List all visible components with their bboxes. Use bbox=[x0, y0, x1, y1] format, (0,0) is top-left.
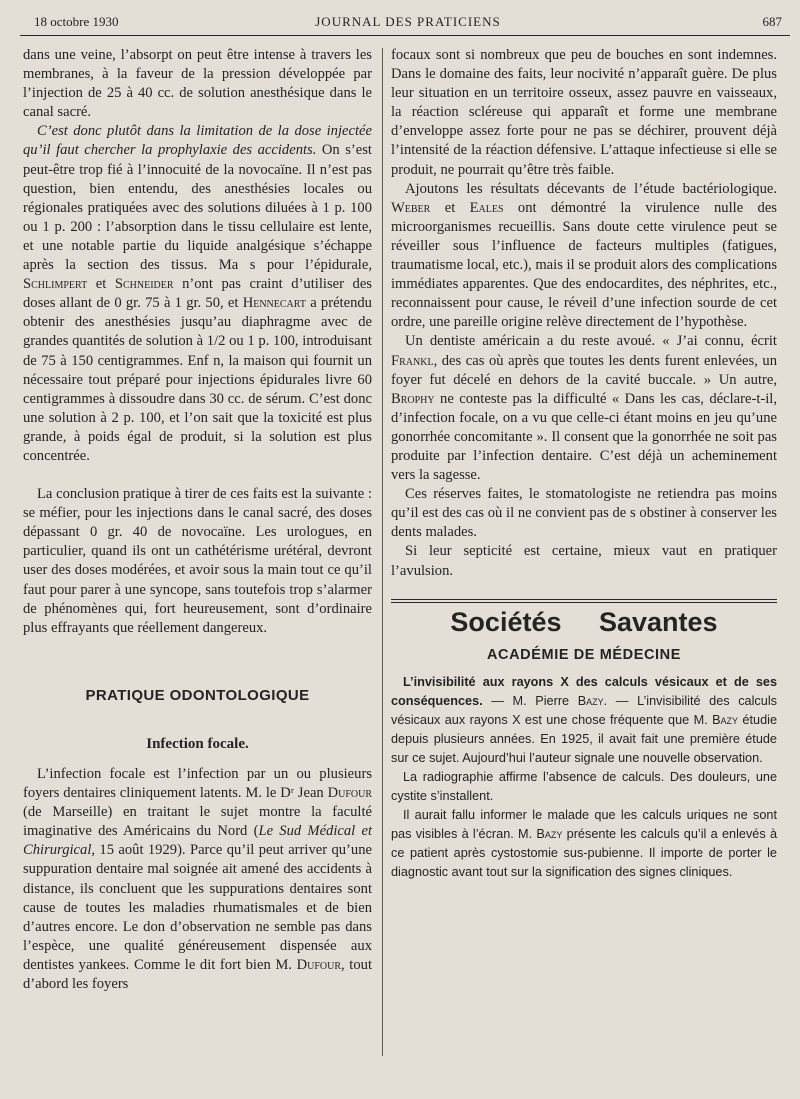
paragraph-dentiste-americain: Un dentiste américain a du reste avoué. « J’ai connu, écrit Frankl, des cas où après que toutes les dents furent enlevées, un foyer fut décelé en dehors de la cavité buccale. » Un autre, Brophy ne conteste pas la difficulté « Dans les cas, déclare-t-il, d’infection focale, on a vu que celle-ci étant moins en jeu qu’une gonorrhée concomitante ». Il consent que la gonorrhée ne soit pas produite par l’infection dentaire. C’est déjà un acheminement vers la sagesse. bbox=[391, 333, 777, 484]
column-separator bbox=[382, 48, 383, 1056]
societes-savantes-title: Sociétés Savantes bbox=[450, 606, 718, 637]
article-subtitle: Infection focale. bbox=[146, 735, 249, 752]
header-page-number: 687 bbox=[762, 14, 782, 29]
section-title-pratique-odontologique: PRATIQUE ODONTOLOGIQUE bbox=[85, 686, 310, 704]
right-column bbox=[391, 46, 777, 882]
double-rule bbox=[391, 599, 777, 603]
paragraph-focaux: focaux sont si nombreux que peu de bouches en sont indemnes. Dans le domaine des faits, leur nocivité n’apparaît guère. De plus leur situation en un territoire osseux, assez pauvre en vaisseaux, la réaction scléreuse qui apparaît et forme une membrane d’enveloppe assez forte pour ne pas se déchirer, prouvent déjà l’intensité de la réaction défensive. L’attaque infectieuse si elle se produit, ne pourrait qu’être très faible. bbox=[391, 47, 777, 178]
running-header bbox=[34, 14, 782, 34]
paragraph-infection-focale: L’infection focale est l’infection par un ou plusieurs foyers dentaires cliniquement latents. M. le Dʳ Jean Dufour (de Marseille) en traitant le sujet montre la faculté imaginative des Américains du Nord (Le Sud Médical et Chirurgical, 15 août 1929). Parce qu’il peut arriver qu’une suppuration dentaire mal soignée ait amené des accidents à distance, ils concluent que les suppurations dentaires sont cause de toutes les maladies rhumatismales et de bien d’autres encore. Le don d’observation ne semble pas dans l’espèce, une qualité généreusement dispensée aux dentistes yankees. Comme le dit fort bien M. Dufour, tout d’abord les foyers bbox=[23, 766, 372, 993]
paragraph-avulsion: Si leur septicité est certaine, mieux vaut en pratiquer l’avulsion. bbox=[391, 543, 777, 579]
header-rule bbox=[20, 35, 790, 36]
left-column bbox=[23, 46, 372, 994]
paragraph-reserves: Ces réserves faites, le stomatologiste ne retiendra pas moins qu’il est des cas où il ne convient pas de s obstiner à conserver les dents malades. bbox=[391, 486, 777, 541]
academie-report bbox=[391, 673, 777, 882]
header-date: 18 octobre 1930 bbox=[34, 14, 119, 29]
paragraph-continuation: dans une veine, l’absorpt on peut être intense à travers les membranes, à la faveur de la pression développée par l’injection de 25 à 40 cc. de solution anesthésique dans le canal sacré. bbox=[23, 47, 372, 121]
header-journal-title: JOURNAL DES PRATICIENS bbox=[315, 14, 501, 29]
paragraph-bacteriologique: Ajoutons les résultats décevants de l’étude bactériologique. Weber et Eales ont démontré la virulence nulle des microorganismes recueillis. Sans doute cette virulence peut se réveiller sous l’influence de facteurs multiples (fatigues, traumatisme local, etc.), mais il se produit alors des complications immédiates apparentes. Que des endocardites, des néphrites, etc., reconnaissent pour cause, le réveil d’une infection sourde de cet ordre, une pareille origine relève directement de l’hypothèse. bbox=[391, 180, 777, 331]
paragraph-conclusion: La conclusion pratique à tirer de ces faits est la suivante : se méfier, pour les injections dans le canal sacré, des doses dépassant 0 gr. 40 de novocaïne. Les urologues, en particulier, quand ils ont un cathétérisme urétéral, devront user des doses modérées, et avoir sous la main tout ce qu’il faut pour parer à une syncope, sans toutefois trop s’alarmer de phénomènes qui, fort heureusement, sont d’ordinaire plus effrayants que réellement dangereux. bbox=[23, 486, 372, 636]
paragraph-dose-limitation: C’est donc plutôt dans la limitation de la dose injectée qu’il faut chercher la prophylaxie des accidents. On s’est peut-être trop fié à l’innocuité de la novocaïne. Il n’est pas question, bien entendu, des anesthésies locales ou régionales pratiquées avec des solutions diluées à 1 p. 100 ou 1 p. 200 : l’absorption dans le tissu cellulaire est lente, et une notable partie du liquide analgésique s’échappe après la section des tissus. Ma s pour l’épidurale, Schlimpert et Schneider n’ont pas craint d’utiliser des doses allant de 0 gr. 75 à 1 gr. 50, et Hennecart a prétendu obtenir des anesthésies jusqu’au diaphragme avec de grandes quantités de solution à 1/2 ou 1 p. 100, introduisant de 75 à 150 centigrammes. Enf n, la maison qui fournit un nécessaire tout préparé pour injections épidurales livre 60 centigrammes à dissoudre dans 30 cc. de sérum. C’est donc une solution à 2 p. 100, et l’on sait que la toxicité est plus grande, à poids égal de produit, si la solution est plus concentrée. bbox=[23, 123, 372, 464]
paragraph-informer-malade: Il aurait fallu informer le malade que les calculs uriques ne sont pas visibles à l’écran. M. Bazy présente les calculs qu’il a enlevés à ce patient après cystostomie sus-pubienne. Il importe de porter le diagnostic avant tout sur la signification des signes cliniques. bbox=[391, 807, 778, 879]
academie-title: ACADÉMIE DE MÉDECINE bbox=[486, 646, 682, 663]
paragraph-radiographie: La radiographie affirme l’absence de calculs. Des douleurs, une cystite s’installent. bbox=[391, 769, 777, 803]
paragraph-invisibilite: L’invisibilité aux rayons X des calculs vésicaux et de ses conséquences. — M. Pierre Bazy. — L’invisibilité des calculs vésicaux aux rayons X est une chose fréquente que M. Bazy étudie depuis plusieurs années. En 1925, il avait fait une première étude sur ce sujet. Aujourd’hui l’auteur signale une nouvelle observation. bbox=[391, 674, 778, 765]
